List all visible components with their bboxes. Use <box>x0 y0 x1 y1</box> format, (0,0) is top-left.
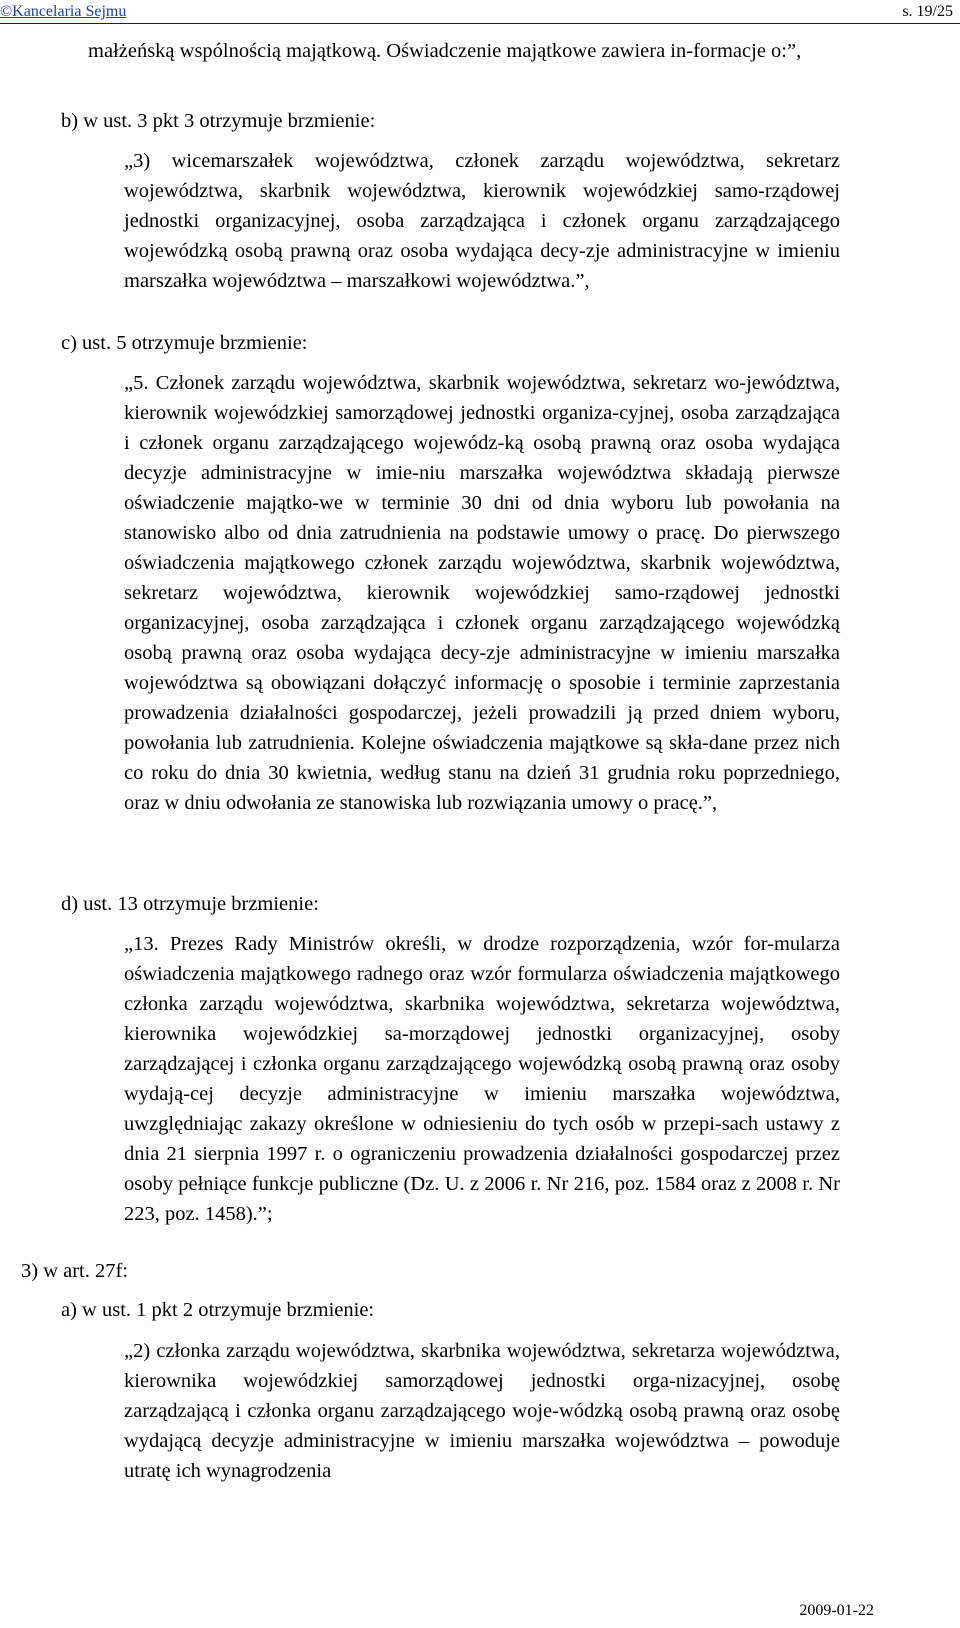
point-3-label: 3) w art. 27f: <box>21 1260 129 1282</box>
item-a-paragraph <box>124 1336 840 1486</box>
intro-text: małżeńską wspólnością majątkową. Oświadczenie majątkowe zawiera in-formacje o:”, <box>88 40 802 62</box>
item-b-paragraph <box>124 146 840 296</box>
item-a-label: a) w ust. 1 pkt 2 otrzymuje brzmienie: <box>61 1299 375 1321</box>
intro-paragraph <box>88 36 840 66</box>
item-d-label: d) ust. 13 otrzymuje brzmienie: <box>61 893 319 915</box>
item-c-paragraph <box>124 368 840 818</box>
item-b-text: „3) wicemarszałek województwa, członek zarządu województwa, sekretarz województwa, skarbnik województwa, kierownik wojewódzkiej samo-rządowej jednostki organizacyjnej, osoba zarządzająca i członek organu zarządzającego wojewódzką osobą prawną oraz osoba wydająca decy-zje administracyjne w imieniu marszałka województwa – marszałkowi województwa.”, <box>124 150 840 292</box>
page-number: s. 19/25 <box>902 3 953 20</box>
item-d-paragraph <box>124 929 840 1229</box>
page-header <box>0 0 960 24</box>
item-d-text: „13. Prezes Rady Ministrów określi, w drodze rozporządzenia, wzór for-mularza oświadczenia majątkowego radnego oraz wzór formularza oświadczenia majątkowego członka zarządu województwa, skarbnika województwa, sekretarza województwa, kierownika wojewódzkiej sa-morządowej jednostki organizacyjnej, osoby zarządzającej i członka organu zarządzającego wojewódzką osobą prawną oraz osoby wydają-cej decyzje administracyjne w imieniu marszałka województwa, uwzględniając zakazy określone w odniesieniu do tych osób w przepi-sach ustawy z dnia 21 sierpnia 1997 r. o ograniczeniu prowadzenia działalności gospodarczej przez osoby pełniące funkcje publiczne (Dz. U. z 2006 r. Nr 216, poz. 1584 oraz z 2008 r. Nr 223, poz. 1458).”; <box>124 933 840 1225</box>
item-c-text: „5. Członek zarządu województwa, skarbnik województwa, sekretarz wo-jewództwa, kierownik wojewódzkiej samorządowej jednostki organiza-cyjnej, osoba zarządzająca i członek organu zarządzającego wojewódz-ką osobą prawną oraz osoba wydająca decyzje administracyjne w imie-niu marszałka województwa składają pierwsze oświadczenie majątko-we w terminie 30 dni od dnia wyboru lub powołania na stanowisko albo od dnia zatrudnienia na podstawie umowy o pracę. Do pierwszego oświadczenia majątkowego członek zarządu województwa, skarbnik województwa, sekretarz województwa, kierownik wojewódzkiej samo-rządowej jednostki organizacyjnej, osoba zarządzająca i członek organu zarządzającego wojewódzką osobą prawną oraz osoba wydająca decy-zje administracyjne w imieniu marszałka województwa są obowiązani dołączyć informację o sposobie i terminie zaprzestania prowadzenia działalności gospodarczej, jeżeli prowadzili ją przed dniem wyboru, powołania lub zatrudnienia. Kolejne oświadczenia majątkowe są skła-dane przez nich co roku do dnia 30 kwietnia, według stanu na dzień 31 grudnia roku poprzedniego, oraz w dniu odwołania ze stanowiska lub rozwiązania umowy o pracę.”, <box>124 372 840 814</box>
document-date: 2009-01-22 <box>799 1602 874 1619</box>
copyright-link[interactable]: ©Kancelaria Sejmu <box>0 3 127 20</box>
item-a-text: „2) członka zarządu województwa, skarbnika województwa, sekretarza województwa, kierownika wojewódzkiej samorządowej jednostki orga-nizacyjnej, osobę zarządzającą i członka organu zarządzającego woje-wódzką osobą prawną oraz osobę wydającą decyzje administracyjne w imieniu marszałka województwa – powoduje utratę ich wynagrodzenia <box>124 1340 840 1482</box>
item-c-label: c) ust. 5 otrzymuje brzmienie: <box>61 332 308 354</box>
header-divider <box>0 23 960 24</box>
item-b-label: b) w ust. 3 pkt 3 otrzymuje brzmienie: <box>61 110 376 132</box>
